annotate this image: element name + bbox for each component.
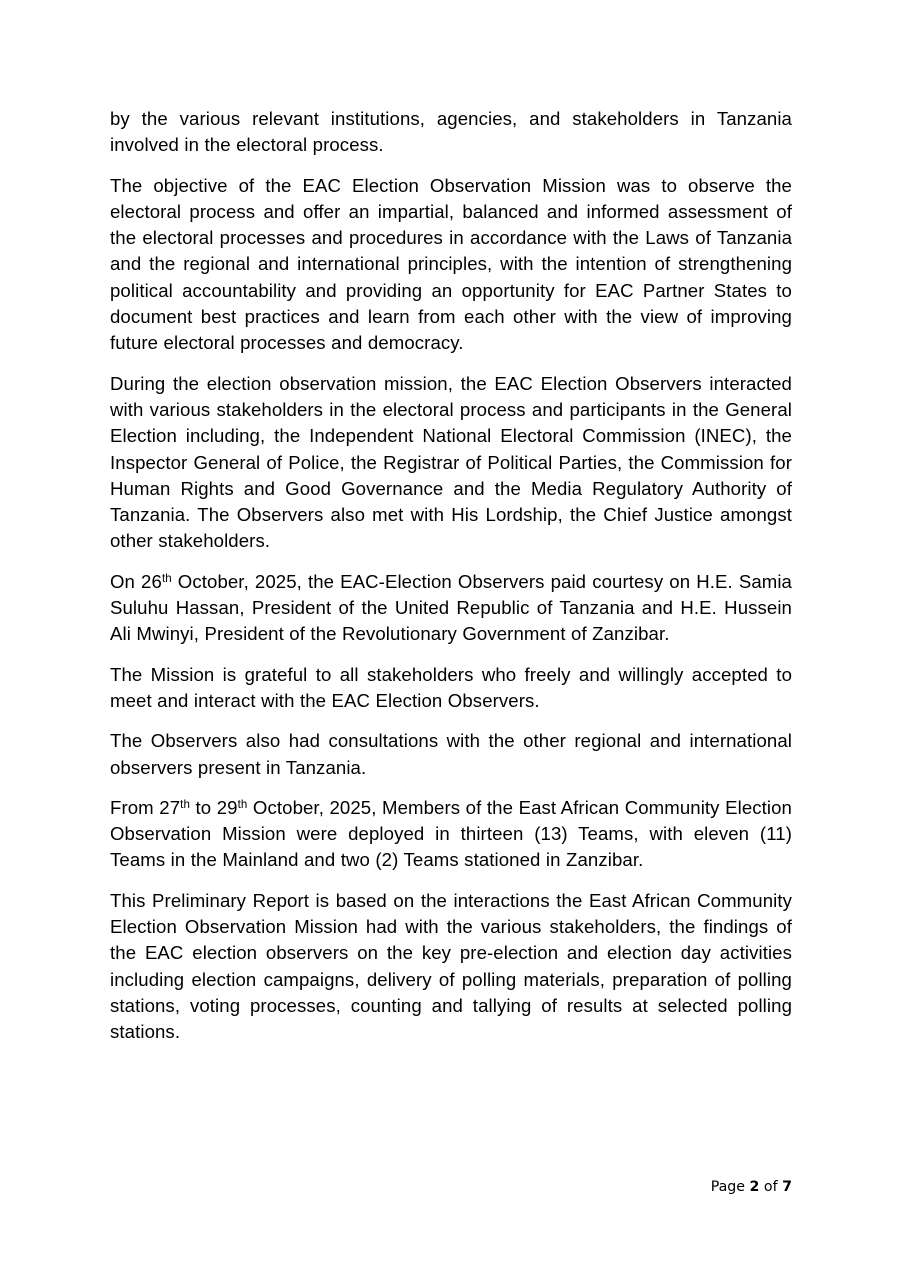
page-body-content — [110, 106, 792, 1046]
ordinal-suffix: th — [161, 572, 172, 585]
paragraph-3: During the election observation mission, the EAC Election Observers interacted with various stakeholders in the electoral process and participants in the General Election including, the Independent National Electoral Commission (INEC), the Inspector General of Police, the Registrar of Political Parties, the Commission for Human Rights and Good Governance and the Media Regulatory Authority of Tanzania. The Observers also met with His Lordship, the Chief Justice amongst other stakeholders. — [110, 372, 792, 552]
ordinal-suffix: th — [180, 798, 190, 811]
footer-total-pages: 7 — [782, 1179, 792, 1195]
footer-current-page: 2 — [749, 1179, 760, 1195]
footer-page-prefix: Page — [710, 1179, 750, 1195]
paragraph-8: This Preliminary Report is based on the interactions the East African Community Election Observation Mission had with the various stakeholders, the findings of the EAC election observers on the key pre-election and election day activities including election campaigns, delivery of polling materials, preparation of polling stations, voting processes, counting and tallying of results at selected polling stations. — [110, 889, 792, 1043]
paragraph-7: From 27th to 29th October, 2025, Members of the East African Community Election Observation Mission were deployed in thirteen (13) Teams, with eleven (11) Teams in the Mainland and two (2) Teams stationed in Zanzibar. — [110, 796, 792, 871]
paragraph-6: The Observers also had consultations with the other regional and international observers present in Tanzania. — [110, 730, 792, 778]
paragraph-4: On 26th October, 2025, the EAC-Election Observers paid courtesy on H.E. Samia Suluhu Hassan, President of the United Republic of Tanzania and H.E. Hussein Ali Mwinyi, President of the Revolutionary Government of Zanzibar. — [110, 570, 792, 645]
paragraph-2: The objective of the EAC Election Observation Mission was to observe the electoral process and offer an impartial, balanced and informed assessment of the electoral processes and procedures in accordance with the Laws of Tanzania and the regional and international principles, with the intention of strengthening political accountability and providing an opportunity for EAC Partner States to document best practices and learn from each other with the view of improving future electoral processes and democracy. — [110, 174, 792, 354]
paragraph-1: by the various relevant institutions, agencies, and stakeholders in Tanzania involved in the electoral process. — [110, 108, 792, 156]
ordinal-suffix: th — [237, 798, 248, 811]
page-footer — [110, 1178, 792, 1196]
paragraph-5: The Mission is grateful to all stakeholders who freely and willingly accepted to meet and interact with the EAC Election Observers. — [110, 663, 792, 711]
footer-page-middle: of — [759, 1179, 783, 1195]
